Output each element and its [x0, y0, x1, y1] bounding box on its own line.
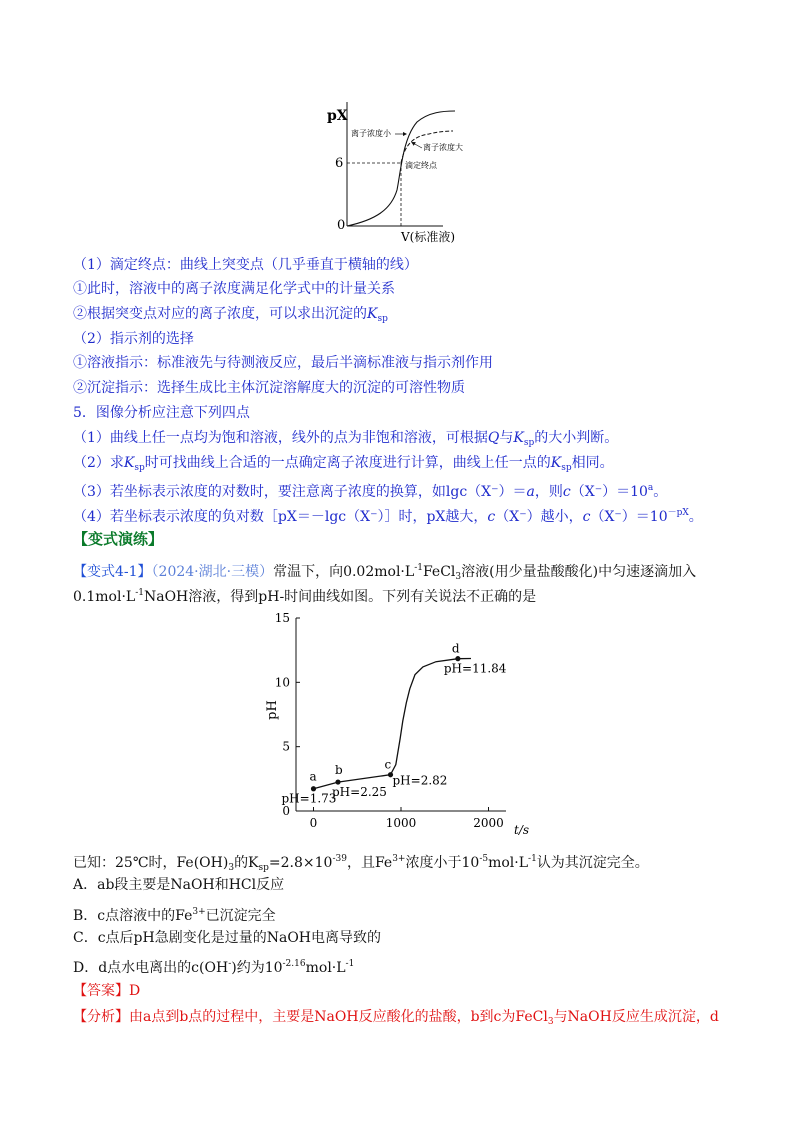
question-stem-line-2: $0.1mol\cdot L^{-1}NaOH$溶液，得到pH-时间曲线如图。下列有关说法不正确的是 — [73, 588, 537, 605]
point-a-label: pH=1.73 — [281, 791, 337, 806]
point-c-name: c — [384, 757, 392, 772]
point-2-b: ②沉淀指示：选择生成比主体沉淀溶解度大的沉淀的可溶性物质 — [73, 380, 465, 396]
note-3: （3）若坐标表示浓度的对数时，要注意离子浓度的换算，如lgc（X⁻）＝a，则$c(X^-)=10^a$。 — [73, 483, 668, 500]
answer — [73, 982, 140, 1000]
note-1: （1）曲线上任一点均为饱和溶液，线外的点为非饱和溶液，可根据Q与$K_{sp}$的大小判断。 — [73, 430, 619, 448]
question-source: （2024·湖北·三模） — [151, 564, 274, 580]
point-1-b: ②根据突变点对应的离子浓度，可以求出沉淀的$K_{sp}$ — [73, 306, 388, 324]
point-a-name: a — [309, 769, 317, 784]
point-2-indicator: （2）指示剂的选择 — [73, 331, 194, 347]
answer-value: D — [129, 983, 141, 999]
analysis: 【分析】由a点到b点的过程中，主要是NaOH反应酸化的盐酸，b到c为FeCl$_3$与NaOH反应生成沉淀，d — [73, 1009, 719, 1027]
point-b-name: b — [335, 763, 343, 778]
arrow-high — [413, 143, 422, 148]
y-tick-label: 5 — [282, 739, 290, 754]
note-2: （2）求$K_{sp}$时可找曲线上合适的一点确定离子浓度进行计算，曲线上任一点的$K_{sp}$相同。 — [73, 455, 614, 473]
titration-schematic-figure — [325, 98, 485, 248]
point-c-label: pH=2.82 — [392, 773, 448, 788]
option-a: A．ab段主要是NaOH和HCl反应 — [73, 877, 285, 893]
known-conditions: 已知：25℃时，$Fe(OH)_3$的$K_{sp}=2.8\times 10^{-39}$，且$Fe^{3+}$浓度小于$10^{-5}mol\cdot L^{-1}$认为其沉淀完全。 — [73, 854, 649, 873]
y-axis-label: pX — [327, 108, 348, 124]
ph-time-chart — [256, 606, 546, 836]
point-1-a: ①此时，溶液中的离子浓度满足化学式中的计量关系 — [73, 281, 395, 297]
y-tick-label: 0 — [282, 804, 290, 818]
origin-label: 0 — [337, 218, 346, 233]
point-b — [335, 779, 340, 784]
label-high-concentration: 离子浓度大 — [423, 143, 463, 152]
point-d-name: d — [451, 641, 460, 656]
question-label: 【变式4-1】 — [73, 564, 152, 580]
point-1-endpoint: （1）滴定终点：曲线上突变点（几乎垂直于横轴的线） — [73, 257, 418, 273]
x-axis-title: t/s — [514, 823, 530, 836]
label-endpoint: 滴定终点 — [405, 161, 437, 170]
point-a — [311, 786, 316, 791]
analysis-label: 【分析】 — [73, 1009, 129, 1025]
y-axis-title: pH — [265, 700, 280, 720]
point-d-label: pH=11.84 — [443, 661, 507, 676]
x-tick-label: 0 — [309, 816, 318, 830]
y-tick-label: 10 — [274, 675, 290, 690]
option-d: D．d点水电离出的c(OH-)约为$10^{-2.16}mol\cdot L^{-1}$ — [73, 959, 355, 976]
point-2-a: ①溶液指示：标准液先与待测液反应，最后半滴标准液与指示剂作用 — [73, 355, 493, 371]
y-tick-label: 15 — [274, 611, 290, 625]
section-5-heading: 5．图像分析应注意下列四点 — [73, 405, 250, 421]
note-4: （4）若坐标表示浓度的负对数［pX＝－lgc（X⁻）］时，pX越大，c（X⁻）越小，$c(X^-)=10^{-pX}$。 — [73, 508, 703, 525]
answer-label: 【答案】 — [73, 983, 129, 999]
point-d — [455, 656, 460, 661]
option-c: C．c点后pH急剧变化是过量的NaOH电离导致的 — [73, 930, 382, 946]
x-axis-label: V(标准液) — [401, 230, 456, 244]
section-variant-practice: 【变式演练】 — [73, 530, 164, 548]
y-tick-6: 6 — [335, 156, 344, 171]
point-b-label: pH=2.25 — [332, 785, 387, 800]
option-b: B．c点溶液中的$Fe^{3+}$已沉淀完全 — [73, 907, 276, 924]
question-stem-line-1: 【变式4-1】（2024·湖北·三模）常温下，向$0.02mol\cdot L^{-1}FeCl_3$溶液(用少量盐酸酸化)中匀速逐滴加入 — [73, 563, 697, 582]
x-tick-label: 2000 — [473, 816, 504, 830]
label-low-concentration: 离子浓度小 — [351, 129, 391, 138]
x-tick-label: 1000 — [385, 816, 417, 830]
